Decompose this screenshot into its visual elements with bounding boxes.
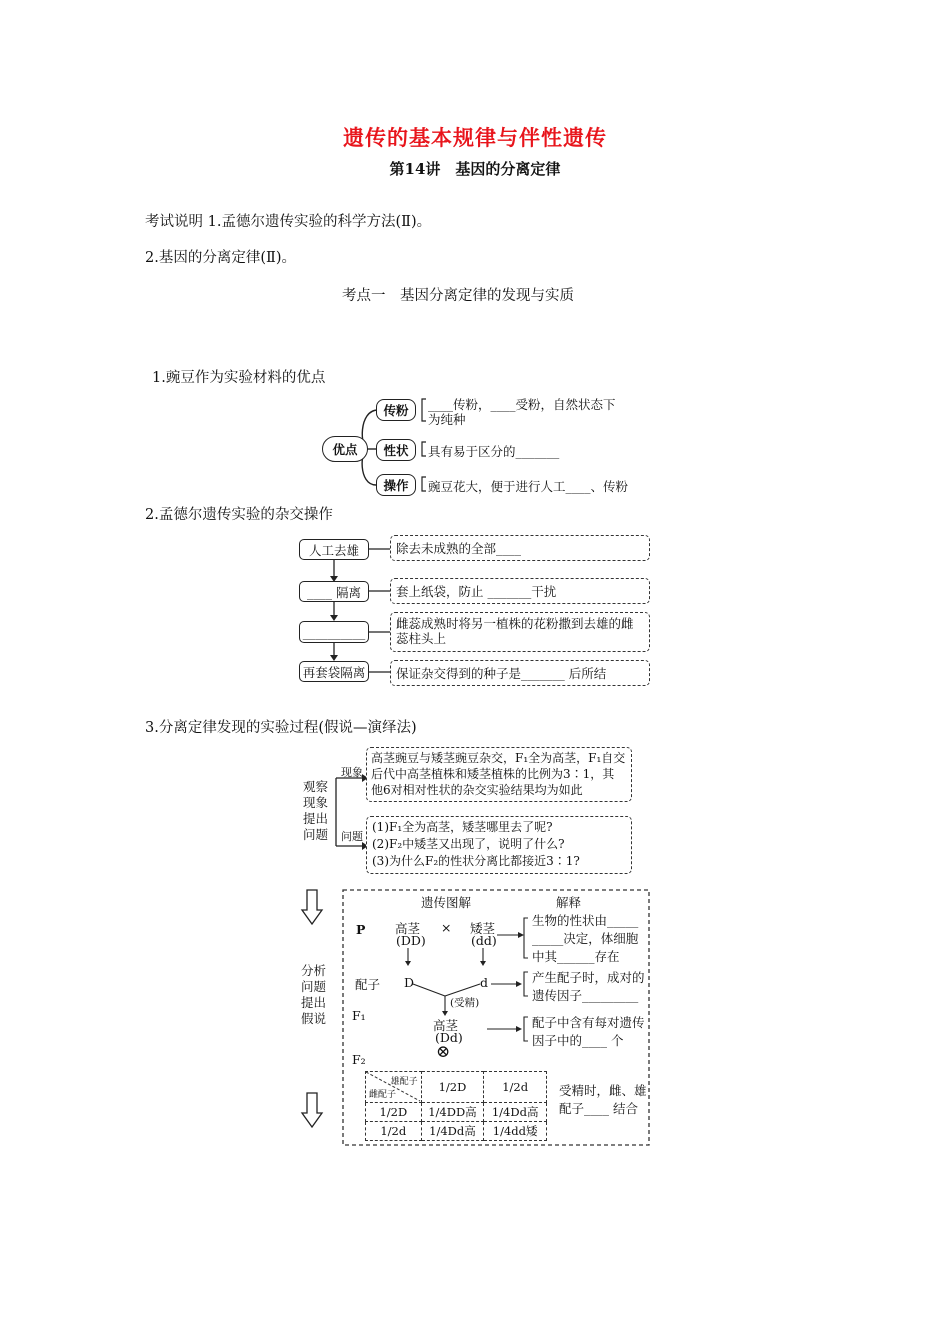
cross-symbol: ×	[441, 920, 452, 935]
analyze-label: 分析 问题 提出 假说	[301, 963, 327, 1026]
row-header: 1/2d	[366, 1122, 422, 1141]
exam-note-line1: 考试说明 1.孟德尔遗传实验的科学方法(Ⅱ)。	[145, 214, 432, 230]
short-geno: (dd)	[471, 933, 497, 948]
table-cell: 1/4DD高	[421, 1103, 484, 1122]
part3-heading: 3.分离定律发现的实验过程(假说—演绎法)	[145, 720, 417, 736]
explain-1: 生物的性状由_____ _____决定，体细胞 中其______存在	[532, 913, 639, 964]
lesson-subtitle: 第14讲 基因的分离定律	[389, 160, 561, 178]
explain-title: 解释	[556, 895, 582, 910]
punnett-table	[365, 1071, 547, 1141]
diagram-title: 遗传图解	[421, 895, 472, 910]
emasculation-desc: 除去未成熟的全部____	[390, 535, 650, 561]
row-f2: F₂	[352, 1052, 366, 1067]
trait-text: 具有易于区分的_______	[428, 444, 560, 459]
table-cell: 1/4Dd高	[421, 1122, 484, 1141]
selfing-symbol: ⊗	[436, 1042, 451, 1062]
table-corner	[366, 1072, 422, 1103]
corner-female: 雌配子	[369, 1090, 397, 1100]
question-box: (1)F₁全为高茎，矮茎哪里去了呢? (2)F₂中矮茎又出现了，说明了什么? (3)为什么F₂的性状分离比都接近3∶1?	[366, 816, 632, 874]
part1-heading: 1.豌豆作为实验材料的优点	[152, 370, 326, 386]
f1-pheno: 高茎	[433, 1018, 459, 1033]
col-header: 1/2d	[484, 1072, 547, 1103]
phenomenon-branch-label: 现象	[341, 766, 363, 779]
pollination-text-2: 为纯种	[428, 412, 466, 427]
table-cell: 1/4dd矮	[484, 1122, 547, 1141]
step-emasculation: 人工去雄	[299, 539, 369, 560]
table-row	[366, 1122, 547, 1141]
pollination-node: 传粉	[376, 399, 416, 421]
short-pheno: 矮茎	[470, 921, 496, 936]
col-header: 1/2D	[421, 1072, 484, 1103]
trait-node: 性状	[376, 439, 416, 461]
explain-4: 受精时，雌、雄 配子____ 结合	[559, 1083, 647, 1116]
gamete-d: d	[480, 975, 489, 990]
section-title: 考点一 基因分离定律的发现与实质	[342, 288, 574, 304]
operation-text: 豌豆花大，便于进行人工____、传粉	[428, 479, 629, 494]
fertilization-label: (受精)	[450, 997, 480, 1009]
step-isolation: ____ 隔离	[299, 581, 369, 602]
part2-heading: 2.孟德尔遗传实验的杂交操作	[145, 507, 333, 523]
row-header: 1/2D	[366, 1103, 422, 1122]
rebagging-desc: 保证杂交得到的种子是_______ 后所结	[390, 660, 650, 686]
corner-male: 雄配子	[390, 1077, 418, 1087]
step-pollination: __________	[299, 621, 369, 643]
table-cell: 1/4Dd高	[484, 1103, 547, 1122]
row-p: P	[356, 922, 366, 937]
row-f1: F₁	[352, 1008, 366, 1023]
exam-note-line2: 2.基因的分离定律(Ⅱ)。	[145, 250, 297, 266]
phenomenon-box: 高茎豌豆与矮茎豌豆杂交，F₁全为高茎，F₁自交 后代中高茎植株和矮茎植株的比例为3∶1，其 他6对相对性状的杂交实验结果均为如此	[366, 747, 632, 802]
table-row	[366, 1103, 547, 1122]
tall-geno: (DD)	[396, 933, 426, 948]
pollination-desc: 雌蕊成熟时将另一植株的花粉撒到去雄的雌蕊柱头上	[390, 612, 650, 652]
f1-geno: (Dd)	[435, 1030, 463, 1045]
observe-label: 观察 现象 提出 问题	[303, 779, 329, 842]
question-branch-label: 问题	[341, 830, 363, 843]
advantage-node: 优点	[322, 436, 368, 462]
isolation-desc: 套上纸袋，防止 _______干扰	[390, 578, 650, 604]
row-gamete: 配子	[355, 977, 381, 992]
page-title: 遗传的基本规律与伴性遗传	[343, 125, 607, 150]
explain-3: 配子中含有每对遗传 因子中的____ 个	[532, 1015, 645, 1048]
explain-2: 产生配子时，成对的 遗传因子_________	[532, 970, 645, 1003]
tall-pheno: 高茎	[395, 921, 421, 936]
gamete-D: D	[404, 975, 415, 990]
step-rebagging: 再套袋隔离	[299, 661, 369, 682]
pollination-text-1: ____传粉，____受粉，自然状态下	[428, 397, 616, 412]
operation-node: 操作	[376, 474, 416, 496]
